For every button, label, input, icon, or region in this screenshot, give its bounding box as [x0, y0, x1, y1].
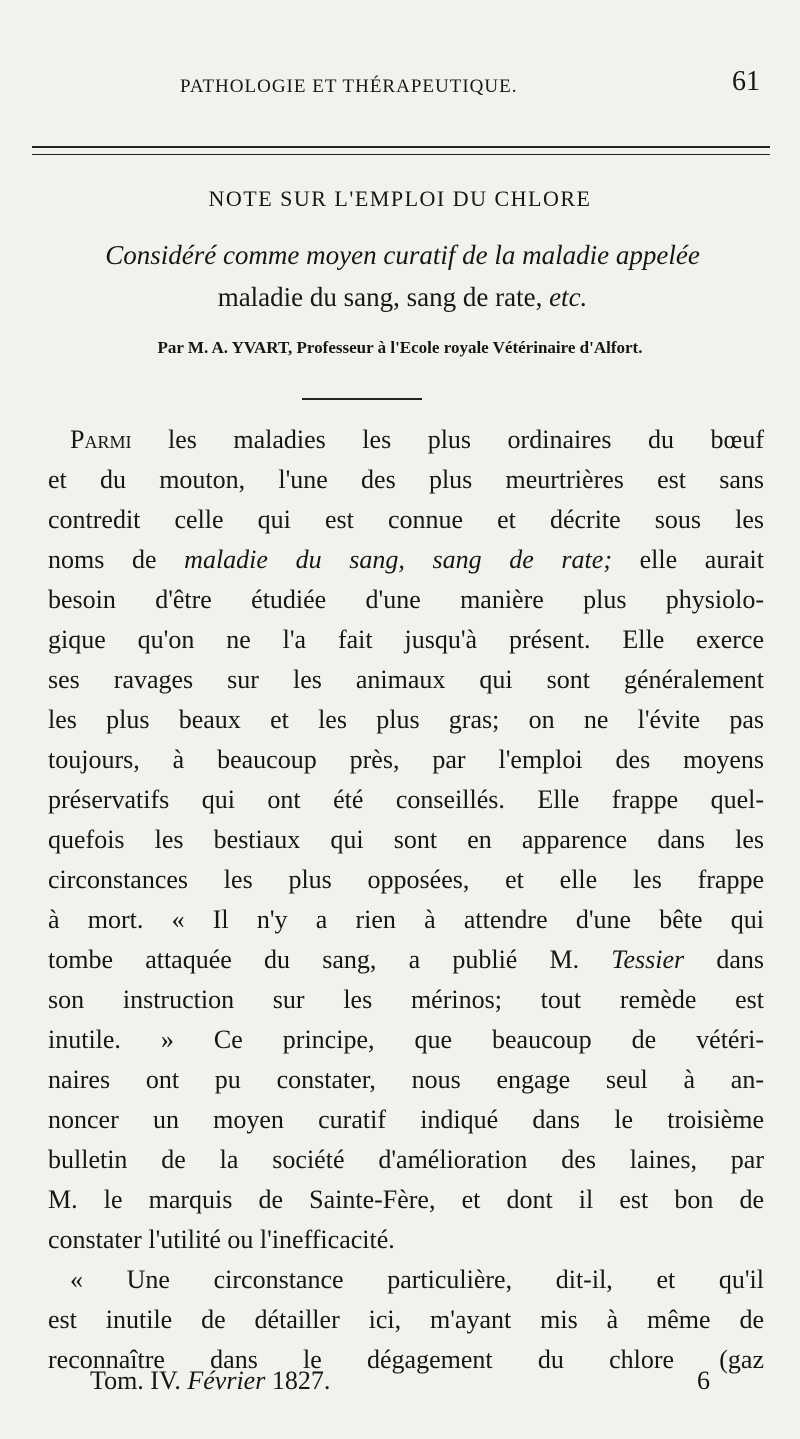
- article-subtitle-line-2: [30, 282, 775, 313]
- text-segment: les maladies les plus ordinaires du bœuf: [131, 425, 764, 454]
- tome-label: Tom. IV.: [90, 1366, 181, 1395]
- text-line: M. le marquis de Sainte-Fère, et dont il est bon de: [48, 1185, 764, 1214]
- volume-date: [90, 1366, 330, 1396]
- text-line: bulletin de la société d'amélioration des laines, par: [48, 1145, 764, 1174]
- author-byline: Par M. A. YVART, Professeur à l'Ecole royale Vétérinaire d'Alfort.: [157, 338, 643, 357]
- separator-rule: [302, 398, 422, 400]
- subtitle-main: maladie du sang, sang de rate,: [217, 282, 543, 312]
- month-label: Février: [187, 1366, 266, 1395]
- text-line: inutile. » Ce principe, que beaucoup de vétéri-: [48, 1025, 764, 1054]
- text-line: constater l'utilité ou l'inefficacité.: [48, 1225, 395, 1254]
- body-text: [48, 420, 764, 1380]
- article-title: NOTE SUR L'EMPLOI DU CHLORE: [208, 186, 592, 211]
- text-line: quefois les bestiaux qui sont en apparence dans les: [48, 825, 764, 854]
- text-line: naires ont pu constater, nous engage seul à an-: [48, 1065, 764, 1094]
- text-line: [48, 540, 764, 580]
- text-line: noncer un moyen curatif indiqué dans le troisième: [48, 1105, 764, 1134]
- text-line: les plus beaux et les plus gras; on ne l'évite pas: [48, 705, 764, 734]
- year-label: 1827.: [271, 1366, 331, 1395]
- text-line: contredit celle qui est connue et décrite sous les: [48, 505, 764, 534]
- subtitle-etc: etc.: [549, 282, 588, 312]
- text-line: préservatifs qui ont été conseillés. Elle frappe quel-: [48, 785, 764, 814]
- header-rule: [32, 146, 770, 155]
- page-footer: [90, 1366, 710, 1406]
- text-line: toujours, à beaucoup près, par l'emploi des moyens: [48, 745, 764, 774]
- text-segment: elle aurait: [611, 545, 764, 574]
- text-line: « Une circonstance particulière, dit-il, et qu'il: [70, 1265, 764, 1294]
- text-segment: dans: [684, 945, 764, 974]
- initial-word: Parmi: [70, 425, 132, 454]
- italic-name: Tessier: [611, 945, 685, 974]
- text-line: reconnaître dans le dégagement du chlore (gaz: [48, 1345, 764, 1374]
- page-number: 61: [732, 66, 760, 97]
- text-line: à mort. « Il n'y a rien à attendre d'une bête qui: [48, 905, 764, 934]
- running-head: [40, 62, 770, 102]
- italic-term: maladie du sang, sang de rate;: [184, 545, 612, 574]
- article-subtitle-line-1: Considéré comme moyen curatif de la maladie appelée: [105, 240, 700, 270]
- text-line: gique qu'on ne l'a fait jusqu'à présent. Elle exerce: [48, 625, 764, 654]
- text-line: circonstances les plus opposées, et elle les frappe: [48, 865, 764, 894]
- text-line: [48, 420, 764, 460]
- text-line: besoin d'être étudiée d'une manière plus physiolo-: [48, 585, 764, 614]
- text-line: est inutile de détailler ici, m'ayant mis à même de: [48, 1305, 764, 1334]
- text-line: son instruction sur les mérinos; tout remède est: [48, 985, 764, 1014]
- signature-mark: 6: [697, 1366, 710, 1395]
- text-segment: noms de: [48, 545, 185, 574]
- text-line: ses ravages sur les animaux qui sont généralement: [48, 665, 764, 694]
- running-title: PATHOLOGIE ET THÉRAPEUTIQUE.: [180, 76, 518, 97]
- text-segment: tombe attaquée du sang, a publié M.: [48, 945, 612, 974]
- text-line: et du mouton, l'une des plus meurtrières est sans: [48, 465, 764, 494]
- text-line: [48, 940, 764, 980]
